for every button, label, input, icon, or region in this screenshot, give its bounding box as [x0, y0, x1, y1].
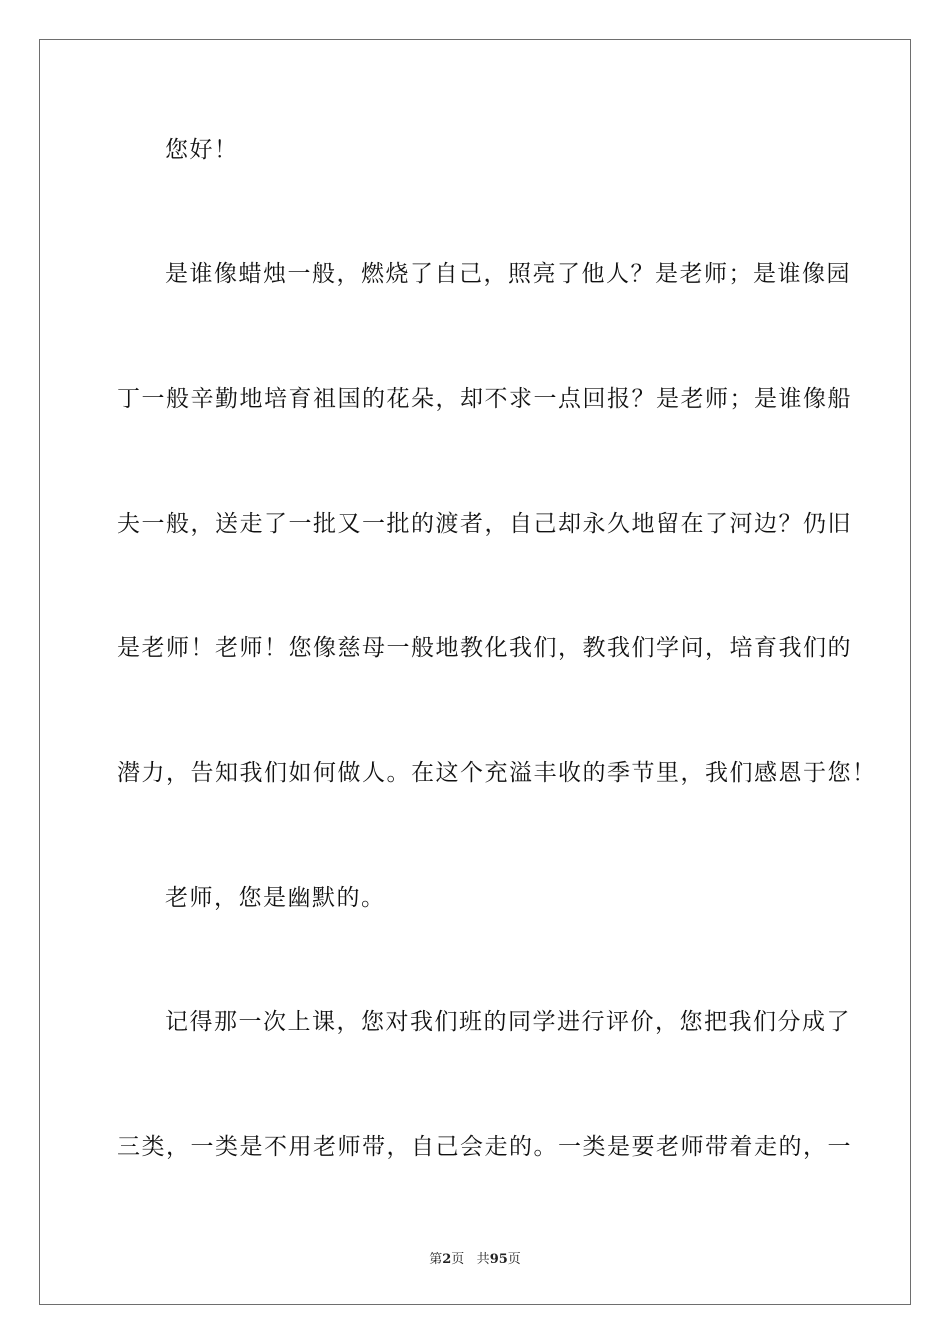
paragraph-line: 潜力，告知我们如何做人。在这个充溢丰收的季节里，我们感恩于您！ [117, 760, 877, 786]
total-suffix: 页 [507, 1252, 521, 1267]
paragraph-line: 是谁像蜡烛一般，燃烧了自己，照亮了他人？是老师；是谁像园 [165, 261, 851, 287]
paragraph-line: 老师，您是幽默的。 [165, 885, 386, 911]
page-footer [0, 1248, 950, 1267]
paragraph-line: 夫一般，送走了一批又一批的渡者，自己却永久地留在了河边？仍旧 [117, 511, 852, 537]
paragraph-line: 三类，一类是不用老师带，自己会走的。一类是要老师带着走的，一 [117, 1134, 852, 1160]
paragraph-line: 是老师！老师！您像慈母一般地教化我们，教我们学问，培育我们的 [117, 635, 852, 661]
paragraph-line: 您好！ [165, 137, 239, 163]
page-number: 2 [442, 1252, 452, 1267]
page-prefix: 第 [429, 1252, 443, 1267]
paragraph-line: 丁一般辛勤地培育祖国的花朵，却不求一点回报？是老师；是谁像船 [117, 386, 852, 412]
page-suffix: 页 [451, 1252, 465, 1267]
total-prefix: 共 [476, 1252, 490, 1267]
page-border [39, 39, 911, 1305]
paragraph-line: 记得那一次上课，您对我们班的同学进行评价，您把我们分成了 [165, 1009, 851, 1035]
total-pages: 95 [489, 1252, 508, 1267]
